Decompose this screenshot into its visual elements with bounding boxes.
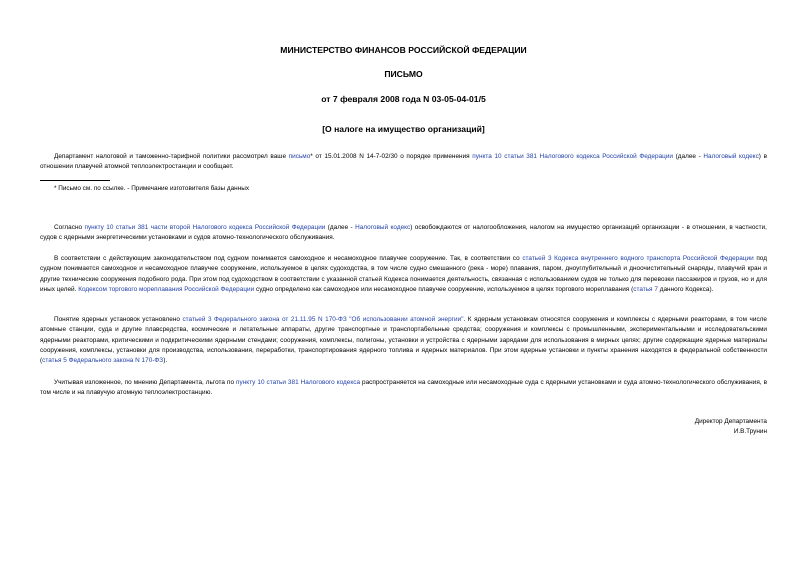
- paragraph-nuclear-installations: [40, 315, 767, 366]
- tax-code-article-link[interactable]: пункта 10 статьи 381 Налогового кодекса Российской Федерации: [472, 153, 674, 160]
- water-transport-code-link[interactable]: статьей 3 Кодекса внутреннего водного транспорта Российской Федерации: [522, 255, 754, 262]
- federal-law-article-5-link[interactable]: статья 5 Федерального закона N 170-ФЗ: [42, 357, 164, 365]
- tax-code-part-two-link[interactable]: пункту 10 статьи 381 части второй Налогового кодекса Российской Федерации: [84, 224, 326, 231]
- letter-link[interactable]: письмо: [288, 153, 311, 160]
- text: В соответствии с действующим законодательством под судном понимается самоходное и несамоходное плавучее сооружение. Так, в соответствии со: [54, 255, 523, 262]
- text: Учитывая изложенное, по мнению Департамента, льгота по: [54, 379, 237, 386]
- signatory-name: И.В.Трунин: [733, 428, 767, 435]
- tax-code-article-link[interactable]: пункту 10 статьи 381 Налогового кодекса: [236, 379, 361, 386]
- text: судно определено как самоходное или несамоходное плавучее сооружение, используемое в целях торгового мореплавания (: [254, 285, 634, 293]
- paragraph-exemption: [40, 223, 767, 244]
- tax-code-link[interactable]: Налоговый кодекс: [703, 153, 759, 160]
- paragraph-conclusion: [40, 378, 767, 399]
- text: (далее -: [325, 224, 356, 231]
- merchant-shipping-code-link[interactable]: Кодексом торгового мореплавания Российской Федерации: [78, 285, 255, 293]
- document-subject: [О налоге на имущество организаций]: [322, 124, 485, 134]
- text: распространяется на самоходные или несамоходные суда с ядерными установками и суда атомно-технологического обслуживания, в том числе и на плавучую атомную теплоэлектростанцию.: [40, 379, 767, 397]
- text: . К ядерным установкам относятся сооружения и комплексы с ядерными реакторами, в том числе атомные станции, суда и другие плавсредства, космические и летательные аппараты, другие транспортные и транспортабельные средства; сооружения и комплексы с промышленными, экспериментальными и исследовательскими ядерными реакторами, критическими и подкритическими ядерными стендами; сооружения, комплексы, полигоны, установки и устройства с ядерными зарядами для использования в мирных целях; другие содержащие ядерные материалы сооружения, комплексы, установки для производства, использования, переработки, транспортирования ядерного топлива и ядерных материалов. При этом ядерные установки и пункты хранения находятся в федеральной собственности (: [40, 316, 767, 365]
- text: * от 15.01.2008 N 14-7-02/30 о порядке применения: [310, 153, 473, 160]
- date-and-number: от 7 февраля 2008 года N 03-05-04-01/5: [321, 94, 486, 104]
- ministry-heading: МИНИСТЕРСТВО ФИНАНСОВ РОССИЙСКОЙ ФЕДЕРАЦИИ: [280, 45, 527, 55]
- paragraph-intro: [40, 152, 767, 173]
- text: ).: [163, 357, 168, 365]
- text: под судном понимается самоходное и несамоходное плавучее сооружение, используемое в целях судоходства, в том числе судно смешанного (река - море) плавания, паром, дноуглубительный и дноочистительный снаряды, плавучий кран и другие технические сооружения подобного рода. При этом под судоходством в соответствии с указанной статьей Кодекса понимается деятельность, связанная с использованием судов не только для перевозки пассажиров и грузов, но и для иных целей.: [40, 255, 767, 293]
- text: Департамент налоговой и таможенно-тарифной политики рассмотрел ваше: [54, 153, 289, 160]
- text: Согласно: [54, 224, 85, 231]
- text: ) в отношении плавучей атомной теплоэлектростанции и сообщает.: [40, 153, 767, 171]
- signatory-position: Директор Департамента: [694, 418, 767, 425]
- text: Понятие ядерных установок установлено: [54, 316, 183, 323]
- footnote: * Письмо см. по ссылке. - Примечание изготовителя базы данных: [54, 185, 250, 192]
- federal-law-article-3-link[interactable]: статьей 3 Федерального закона от 21.11.95 N 170-ФЗ "Об использовании атомной энергии": [182, 316, 464, 323]
- text: данного Кодекса).: [657, 285, 714, 293]
- article-7-link[interactable]: статья 7: [633, 285, 658, 293]
- footnote-divider: [40, 180, 110, 181]
- document-type: ПИСЬМО: [384, 69, 423, 79]
- text: (далее -: [673, 153, 704, 160]
- paragraph-vessel-definition: [40, 254, 767, 295]
- text: ) освобождаются от налогообложения, налогом на имущество организаций организации - в отношении, в частности, судов с ядерными энергетическими установками и судов атомно-технологического обслуживания.: [40, 224, 767, 242]
- tax-code-link[interactable]: Налоговый кодекс: [355, 224, 411, 231]
